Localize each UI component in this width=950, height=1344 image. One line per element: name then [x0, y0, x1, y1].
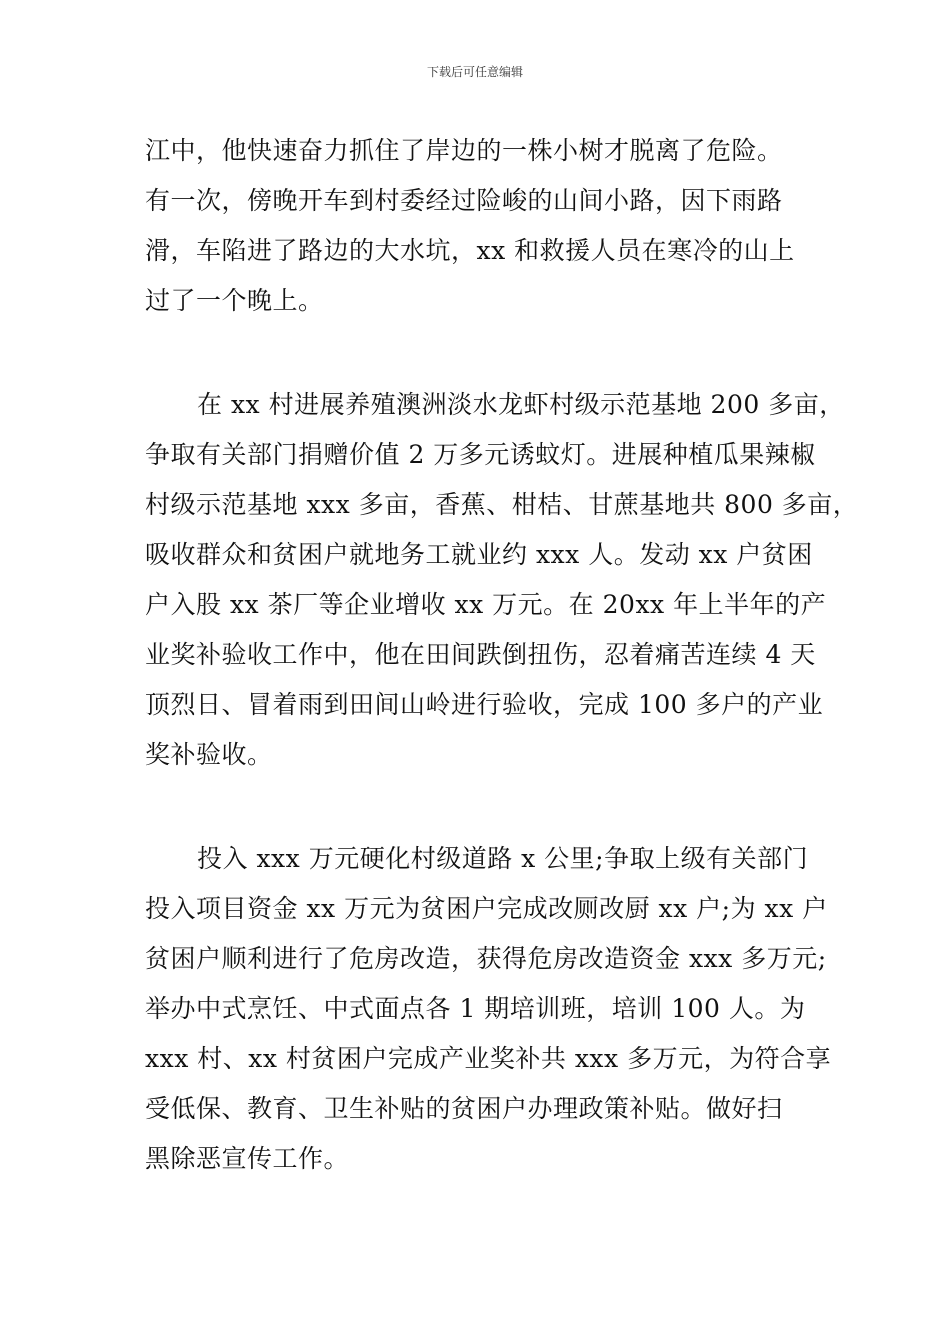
- paragraph-2: [145, 380, 859, 780]
- paragraph-line: 江中，他快速奋力抓住了岸边的一株小树才脱离了危险。: [145, 136, 783, 165]
- document-body: [145, 126, 859, 1184]
- paragraph-line: 顶烈日、冒着雨到田间山岭进行验收，完成 100 多户的产业: [145, 690, 824, 719]
- paragraph-line: 黑除恶宣传工作。: [145, 1144, 350, 1173]
- paragraph-line: 争取有关部门捐赠价值 2 万多元诱蚊灯。进展种植瓜果辣椒: [145, 440, 816, 469]
- paragraph-line: 过了一个晚上。: [145, 286, 324, 315]
- paragraph-line: 在 xx 村进展养殖澳洲淡水龙虾村级示范基地 200 多亩，: [197, 390, 845, 419]
- paragraph-line: 吸收群众和贫困户就地务工就业约 xxx 人。发动 xx 户贫困: [145, 540, 813, 569]
- paragraph-line: 业奖补验收工作中，他在田间跌倒扭伤，忍着痛苦连续 4 天: [145, 640, 816, 669]
- paragraph-line: 受低保、教育、卫生补贴的贫困户办理政策补贴。做好扫: [145, 1094, 783, 1123]
- paragraph-line: 户入股 xx 茶厂等企业增收 xx 万元。在 20xx 年上半年的产: [145, 590, 827, 619]
- paragraph-line: 投入项目资金 xx 万元为贫困户完成改厕改厨 xx 户;为 xx 户: [145, 894, 828, 923]
- page-header: 下载后可任意编辑: [426, 65, 523, 79]
- paragraph-line: 投入 xxx 万元硬化村级道路 x 公里;争取上级有关部门: [197, 844, 809, 873]
- paragraph-line: 村级示范基地 xxx 多亩，香蕉、柑桔、甘蔗基地共 800 多亩，: [145, 490, 859, 519]
- paragraph-line: 举办中式烹饪、中式面点各 1 期培训班，培训 100 人。为: [145, 994, 806, 1023]
- paragraph-line: 贫困户顺利进行了危房改造，获得危房改造资金 xxx 多万元;: [145, 944, 827, 973]
- paragraph-1: [145, 126, 815, 326]
- paragraph-line: 滑，车陷进了路边的大水坑，xx 和救援人员在寒冷的山上: [145, 236, 795, 265]
- paragraph-gap: [145, 326, 815, 380]
- paragraph-line: 奖补验收。: [145, 740, 273, 769]
- paragraph-line: xxx 村、xx 村贫困户完成产业奖补共 xxx 多万元，为符合享: [145, 1044, 832, 1073]
- paragraph-line: 有一次，傍晚开车到村委经过险峻的山间小路，因下雨路: [145, 186, 783, 215]
- paragraph-3: [145, 834, 832, 1184]
- paragraph-gap: [145, 780, 815, 834]
